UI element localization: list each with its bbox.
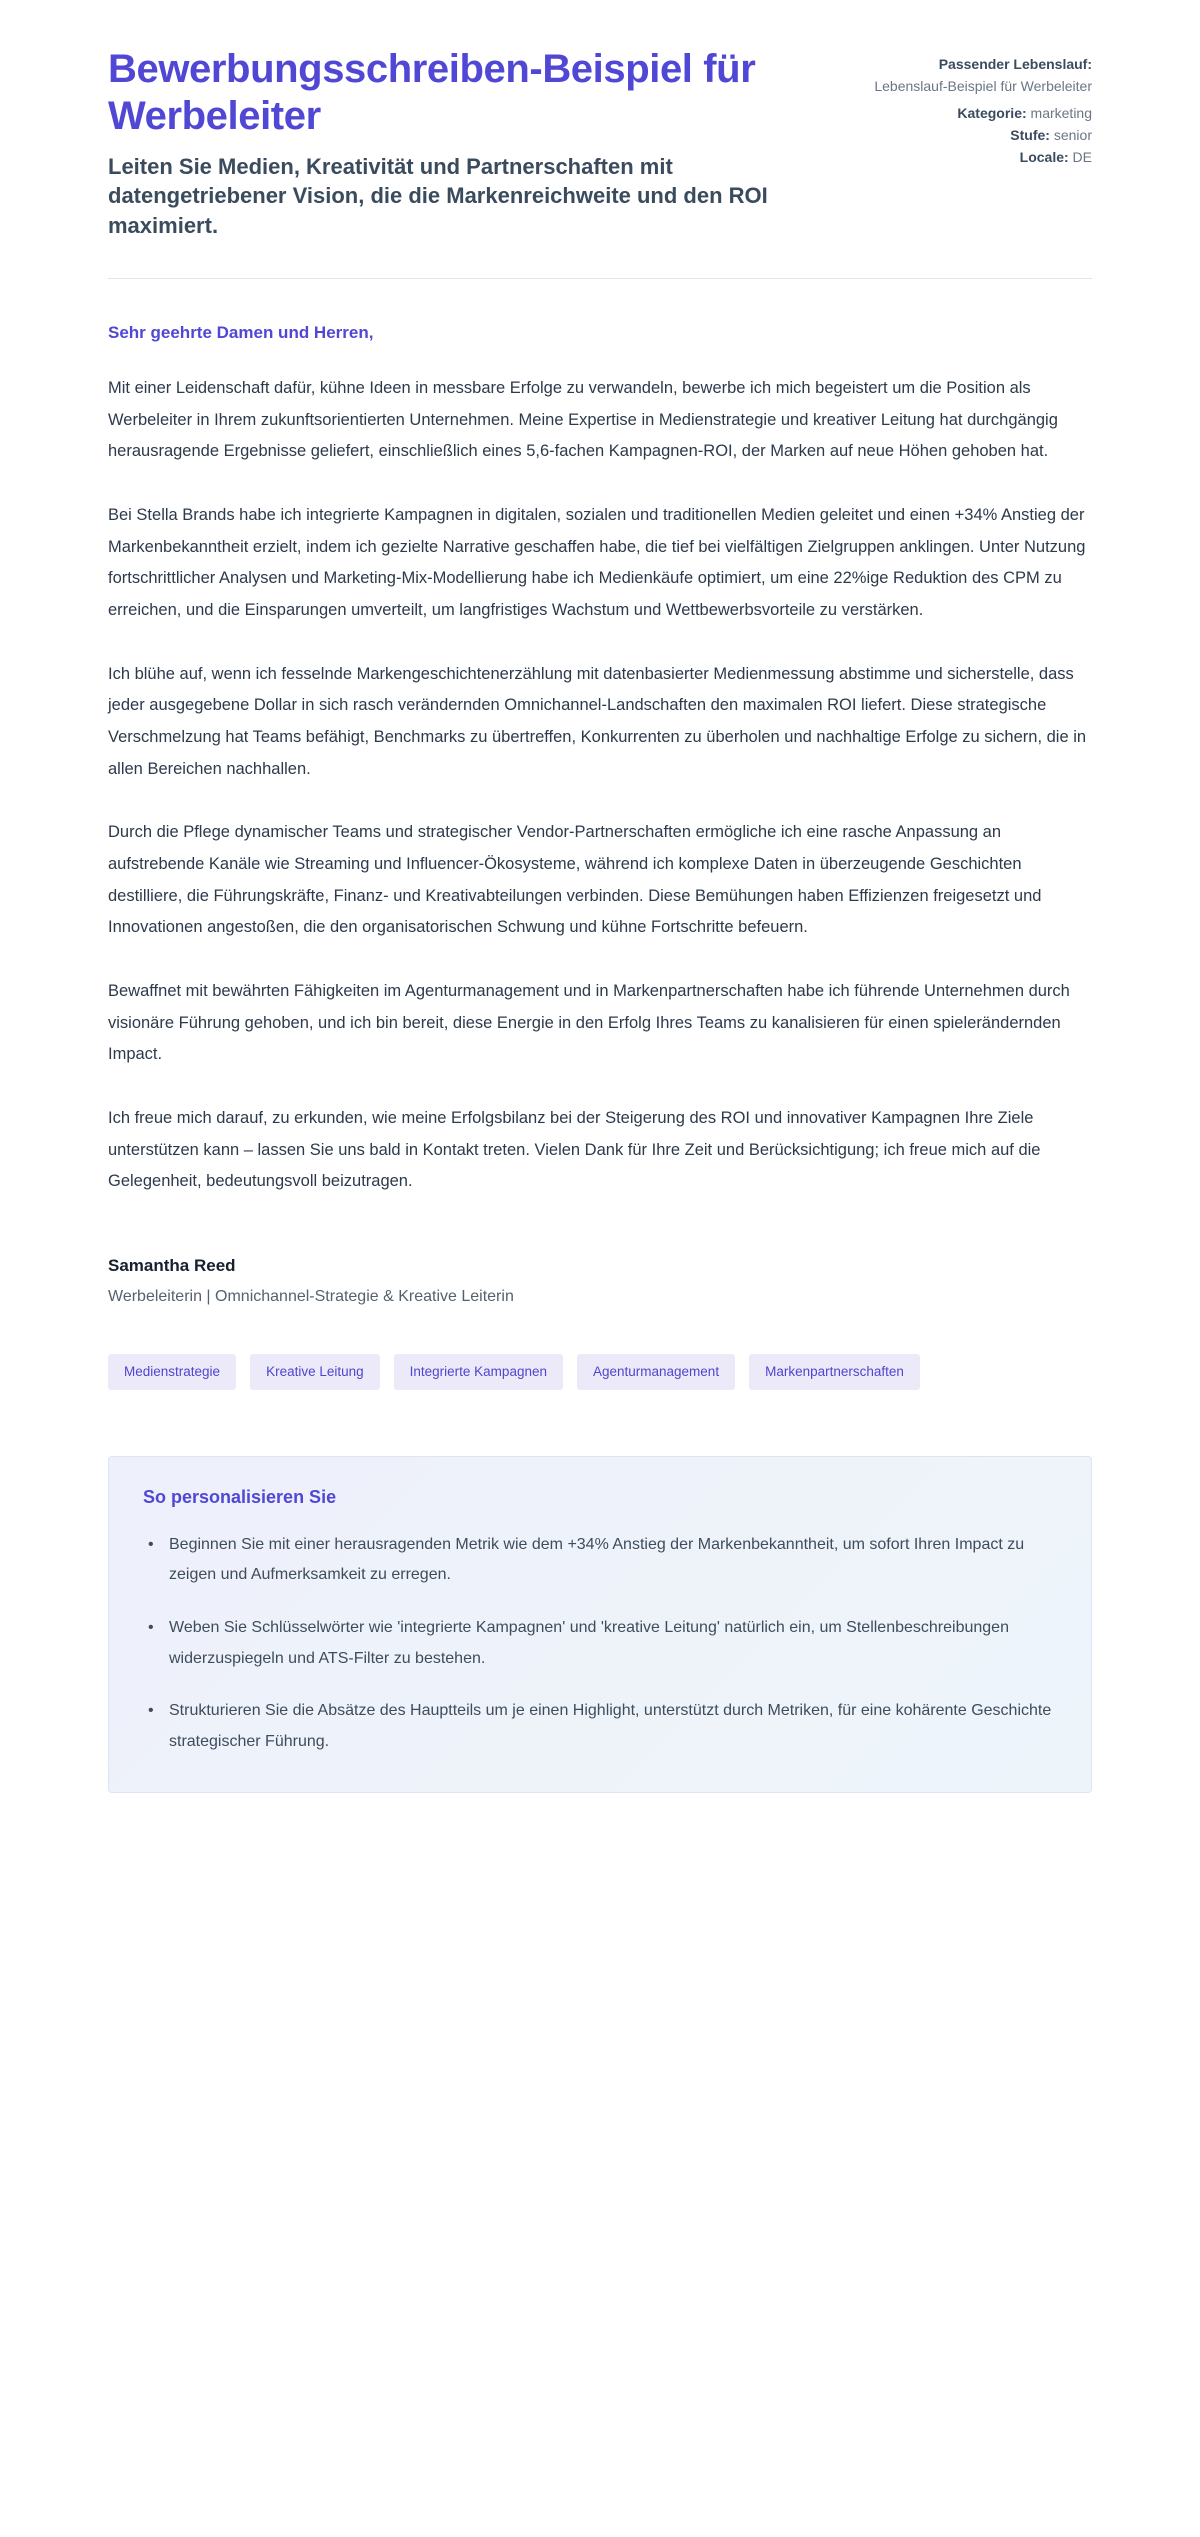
letter-paragraph: Mit einer Leidenschaft dafür, kühne Ideen in messbare Erfolge zu verwandeln, bewerbe ich mich begeistert um die Position als Werbeleiter in Ihrem zukunftsorientierten Unternehmen. Meine Expertise in Medienstrategie und kreativer Leitung hat durchgängig herausragende Ergebnisse geliefert, einschließlich eines 5,6-fachen Kampagnen-ROI, der Marken auf neue Höhen gehoben hat. — [108, 379, 1058, 461]
skill-tag[interactable]: Agenturmanagement — [577, 1354, 735, 1390]
meta-matching-resume-label: Passender Lebenslauf: — [938, 56, 1092, 72]
skill-tag[interactable]: Medienstrategie — [108, 1354, 236, 1390]
bullet-icon: • — [148, 1702, 154, 1720]
bullet-icon: • — [148, 1619, 154, 1637]
bullet-icon: • — [148, 1535, 154, 1553]
meta-locale-label: Locale: — [1019, 149, 1069, 166]
meta-category-value: marketing — [1030, 104, 1092, 121]
skill-tag[interactable]: Integrierte Kampagnen — [394, 1354, 563, 1390]
letter-paragraph: Bewaffnet mit bewährten Fähigkeiten im Agenturmanagement und in Markenpartnerschaften habe ich führende Unternehmen durch visionäre Führung gehoben, und ich bin bereit, diese Energie in den Erfolg Ihres Teams zu kanalisieren für einen spielerändernden Impact. — [108, 982, 1070, 1064]
meta-level — [862, 125, 1092, 145]
signature-role: Werbeleiterin | Omnichannel-Strategie & Kreative Leiterin — [108, 1288, 514, 1306]
signature-name: Samantha Reed — [108, 1256, 236, 1276]
skill-tag[interactable]: Markenpartnerschaften — [749, 1354, 920, 1390]
page-title: Bewerbungsschreiben-Beispiel für Werbeleiter — [108, 47, 756, 138]
letter-paragraph: Durch die Pflege dynamischer Teams und strategischer Vendor-Partnerschaften ermögliche ich eine rasche Anpassung an aufstrebende Kanäle wie Streaming und Influencer-Ökosysteme, während ich komplexe Daten in überzeugende Geschichten destilliere, die Führungskräfte, Finanz- und Kreativabteilungen verbinden. Diese Bemühungen haben Effizienzen freigesetzt und Innovationen angestoßen, die den organisatorischen Schwung und kühne Fortschritte befeuern. — [108, 823, 1042, 937]
meta-category — [862, 103, 1092, 123]
page-header — [108, 46, 1092, 240]
tip-list-item-text: Strukturieren Sie die Absätze des Hauptteils um je einen Highlight, unterstützt durch Metriken, für eine kohärente Geschichte strategischer Führung. — [169, 1702, 1052, 1751]
tip-list-item — [143, 1530, 1057, 1591]
meta-level-label: Stufe: — [1010, 126, 1050, 143]
meta-level-value: senior — [1053, 126, 1092, 143]
signature-block — [108, 1256, 1092, 1306]
tip-box-list — [143, 1530, 1057, 1758]
salutation: Sehr geehrte Damen und Herren, — [108, 323, 374, 342]
tip-box-title: So personalisieren Sie — [143, 1486, 337, 1507]
skill-tag-list — [108, 1354, 1058, 1390]
letter-paragraph: Ich freue mich darauf, zu erkunden, wie meine Erfolgsbilanz bei der Steigerung des ROI und innovativer Kampagnen Ihre Ziele unterstützen kann – lassen Sie uns bald in Kontakt treten. Vielen Dank für Ihre Zeit und Berücksichtigung; ich freue mich auf die Gelegenheit, bedeutungsvoll beizutragen. — [108, 1109, 1041, 1191]
personalization-tip-box — [108, 1456, 1092, 1793]
meta-locale — [862, 147, 1092, 167]
tip-list-item — [143, 1696, 1057, 1757]
header-text-block — [108, 46, 822, 240]
meta-matching-resume — [862, 54, 1092, 97]
tip-list-item — [143, 1613, 1057, 1674]
letter-paragraph-list — [108, 373, 1092, 1198]
header-meta-panel — [862, 46, 1092, 169]
letter-paragraph: Ich blühe auf, wenn ich fesselnde Markengeschichtenerzählung mit datenbasierter Medienmessung abstimme und sicherstelle, dass jeder ausgegebene Dollar in sich rasch verändernden Omnichannel-Landschaften den maximalen ROI liefert. Diese strategische Verschmelzung hat Teams befähigt, Benchmarks zu übertreffen, Konkurrenten zu überholen und nachhaltige Erfolge zu sichern, die in allen Bereichen nachhallen. — [108, 664, 1087, 778]
skill-tag[interactable]: Kreative Leitung — [250, 1354, 380, 1390]
tip-list-item-text: Beginnen Sie mit einer herausragenden Metrik wie dem +34% Anstieg der Markenbekanntheit, um sofort Ihren Impact zu zeigen und Aufmerksamkeit zu erregen. — [169, 1535, 1025, 1584]
meta-locale-value: DE — [1072, 149, 1092, 166]
meta-category-label: Kategorie: — [957, 104, 1027, 121]
meta-matching-resume-value[interactable]: Lebenslauf-Beispiel für Werbeleiter — [874, 78, 1092, 95]
page-subtitle: Leiten Sie Medien, Kreativität und Partnerschaften mit datengetriebener Vision, die die Markenreichweite und den ROI maximiert. — [108, 153, 768, 238]
letter-paragraph: Bei Stella Brands habe ich integrierte Kampagnen in digitalen, sozialen und traditionellen Medien geleitet und einen +34% Anstieg der Markenbekanntheit erzielt, indem ich gezielte Narrative geschaffen habe, die tief bei vielfältigen Zielgruppen anklingen. Unter Nutzung fortschrittlicher Analysen und Marketing-Mix-Modellierung habe ich Medienkäufe optimiert, um eine 22%ige Reduktion des CPM zu erreichen, und die Einsparungen umverteilt, um langfristiges Wachstum und Wettbewerbsvorteile zu verstärken. — [108, 506, 1086, 620]
cover-letter-body — [108, 279, 1092, 1198]
tip-list-item-text: Weben Sie Schlüsselwörter wie 'integrierte Kampagnen' und 'kreative Leitung' natürlich ein, um Stellenbeschreibungen widerzuspiegeln und ATS-Filter zu bestehen. — [169, 1619, 1009, 1667]
